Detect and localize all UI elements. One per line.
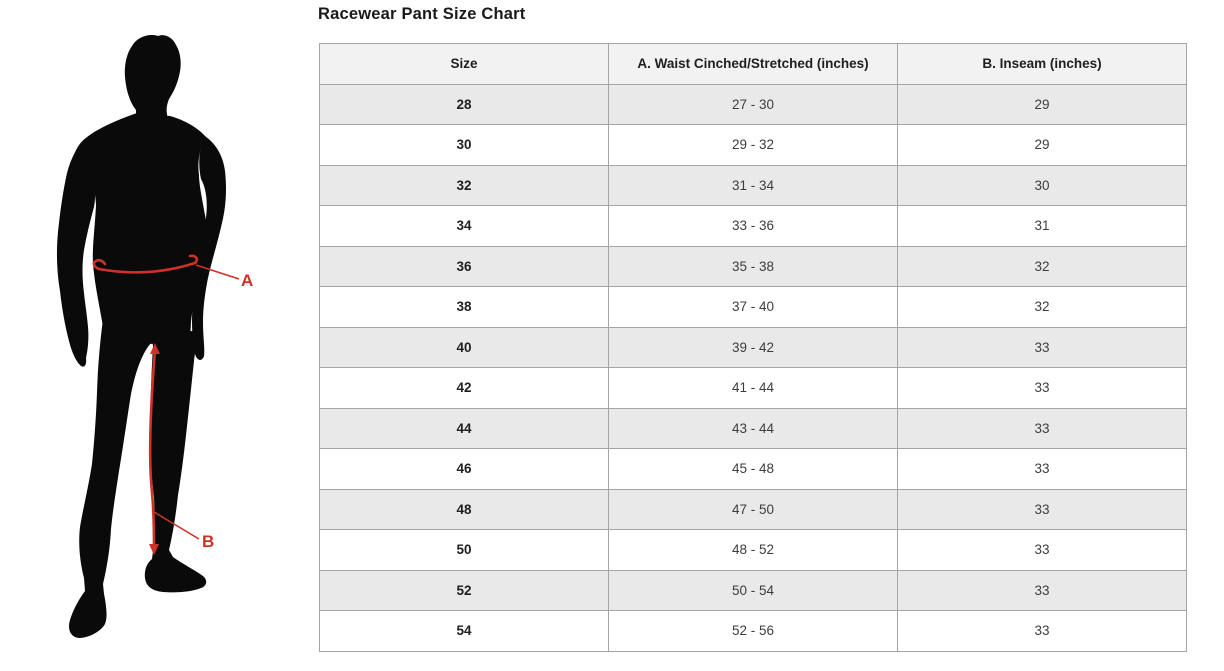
waist-cell: 41 - 44: [609, 368, 898, 409]
table-row: [320, 570, 1187, 611]
inseam-cell: 33: [898, 368, 1187, 409]
table-row: [320, 611, 1187, 652]
size-cell: 48: [320, 489, 609, 530]
size-cell: 46: [320, 449, 609, 490]
inseam-cell: 29: [898, 84, 1187, 125]
inseam-cell: 32: [898, 246, 1187, 287]
waist-cell: 29 - 32: [609, 125, 898, 166]
inseam-cell: 31: [898, 206, 1187, 247]
table-body: [320, 84, 1187, 651]
table-row: [320, 206, 1187, 247]
size-cell: 34: [320, 206, 609, 247]
body-measurement-diagram: [0, 0, 318, 671]
column-header-inseam: B. Inseam (inches): [898, 44, 1187, 85]
inseam-cell: 33: [898, 489, 1187, 530]
table-row: [320, 165, 1187, 206]
table-row: [320, 489, 1187, 530]
inseam-cell: 33: [898, 327, 1187, 368]
inseam-cell: 32: [898, 287, 1187, 328]
size-chart-table: [319, 43, 1187, 652]
size-cell: 42: [320, 368, 609, 409]
table-row: [320, 246, 1187, 287]
size-cell: 38: [320, 287, 609, 328]
waist-cell: 39 - 42: [609, 327, 898, 368]
inseam-label-b: B: [202, 532, 215, 551]
table-row: [320, 327, 1187, 368]
waist-cell: 33 - 36: [609, 206, 898, 247]
size-cell: 50: [320, 530, 609, 571]
waist-cell: 35 - 38: [609, 246, 898, 287]
male-silhouette: [57, 35, 226, 638]
waist-cell: 43 - 44: [609, 408, 898, 449]
inseam-cell: 30: [898, 165, 1187, 206]
waist-cell: 52 - 56: [609, 611, 898, 652]
size-cell: 54: [320, 611, 609, 652]
inseam-cell: 33: [898, 611, 1187, 652]
waist-cell: 48 - 52: [609, 530, 898, 571]
waist-cell: 31 - 34: [609, 165, 898, 206]
table-row: [320, 125, 1187, 166]
waist-cell: 27 - 30: [609, 84, 898, 125]
table-header: [320, 44, 1187, 85]
waist-cell: 50 - 54: [609, 570, 898, 611]
waist-cell: 37 - 40: [609, 287, 898, 328]
inseam-cell: 33: [898, 449, 1187, 490]
table-row: [320, 530, 1187, 571]
inseam-cell: 33: [898, 530, 1187, 571]
table-row: [320, 449, 1187, 490]
inseam-cell: 33: [898, 570, 1187, 611]
page-title: Racewear Pant Size Chart: [318, 5, 526, 23]
size-cell: 52: [320, 570, 609, 611]
table-row: [320, 287, 1187, 328]
table-row: [320, 408, 1187, 449]
header-row: [320, 44, 1187, 85]
inseam-cell: 29: [898, 125, 1187, 166]
waist-cell: 47 - 50: [609, 489, 898, 530]
inseam-cell: 33: [898, 408, 1187, 449]
table-row: [320, 84, 1187, 125]
size-cell: 40: [320, 327, 609, 368]
size-cell: 32: [320, 165, 609, 206]
size-cell: 36: [320, 246, 609, 287]
column-header-waist: A. Waist Cinched/Stretched (inches): [609, 44, 898, 85]
size-cell: 30: [320, 125, 609, 166]
waist-cell: 45 - 48: [609, 449, 898, 490]
table-row: [320, 368, 1187, 409]
waist-label-a: A: [241, 271, 254, 290]
size-cell: 28: [320, 84, 609, 125]
size-cell: 44: [320, 408, 609, 449]
column-header-size: Size: [320, 44, 609, 85]
